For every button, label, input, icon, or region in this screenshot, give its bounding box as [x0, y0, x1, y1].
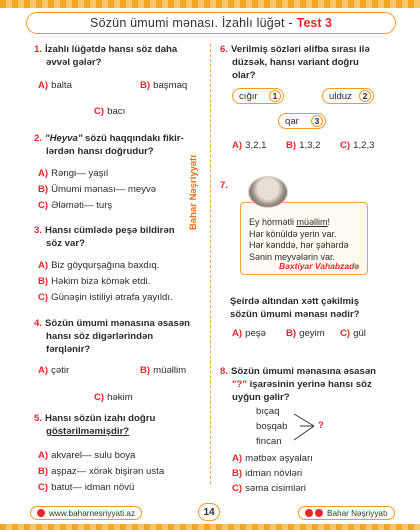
option-text: aşpaz— xörək bişirən usta — [51, 466, 165, 477]
q8-number: 8. — [220, 366, 229, 377]
option-letter: A) — [232, 140, 243, 151]
q5-text-2: göstərilməmişdir? — [46, 425, 130, 437]
option-letter: B) — [38, 276, 49, 287]
option-letter: C) — [38, 482, 49, 493]
option-text: Həkim bizə kömək etdi. — [51, 276, 151, 287]
option-text: Ümumi mənası— meyvə — [51, 184, 157, 195]
header-title: Sözün ümumi mənası. İzahlı lüğət - — [90, 16, 293, 30]
q5-option-b[interactable] — [38, 466, 164, 477]
option-letter: B) — [286, 140, 297, 151]
question-3 — [34, 225, 206, 251]
option-text: 1,2,3 — [353, 140, 375, 151]
q3-text: Hansı cümlədə peşə bildirən — [45, 225, 175, 236]
word-card-3 — [278, 113, 326, 129]
option-letter: C) — [232, 483, 243, 494]
option-text: çətir — [51, 365, 70, 376]
option-letter: A) — [232, 328, 243, 339]
q4-option-c[interactable] — [94, 392, 133, 403]
question-7 — [230, 296, 402, 322]
q3-number: 3. — [34, 225, 43, 236]
option-text: başmaq — [153, 80, 188, 91]
option-letter: C) — [340, 328, 351, 339]
option-text: Rəngi— yaşıl — [51, 168, 109, 179]
option-letter: B) — [140, 80, 151, 91]
question-2 — [34, 133, 206, 159]
word-card-text: cığır — [239, 90, 258, 102]
q8-text-3: uyğun gəlir? — [232, 391, 290, 403]
q8-option-b[interactable] — [232, 468, 302, 479]
word-card-2 — [322, 88, 374, 104]
q8-word-3: fincan — [256, 436, 282, 447]
option-letter: A) — [38, 365, 49, 376]
q3-text-2: söz var? — [46, 237, 85, 249]
poem-line-4: Sənin meyvələrin var. — [249, 252, 336, 263]
author-portrait-image — [248, 176, 288, 208]
column-divider — [210, 44, 211, 484]
q3-option-b[interactable] — [38, 276, 150, 287]
q3-option-a[interactable] — [38, 260, 159, 271]
option-letter: C) — [94, 392, 105, 403]
option-text: səma cisimləri — [245, 483, 306, 494]
option-letter: A) — [38, 450, 49, 461]
option-letter: B) — [38, 184, 49, 195]
q2-option-c[interactable] — [38, 200, 112, 211]
option-text: 3,2,1 — [245, 140, 267, 151]
q2-word: "Heyva" — [45, 133, 83, 144]
option-text: Günəşin istiliyi ətrafa yayıldı. — [51, 292, 173, 303]
q6-text: Verilmiş sözləri əlifba sırası ilə — [231, 44, 370, 55]
word-card-1 — [232, 88, 284, 104]
option-letter: C) — [340, 140, 351, 151]
q4-number: 4. — [34, 318, 43, 329]
option-text: Ələməti— turş — [51, 200, 113, 211]
option-text: müəllim — [153, 365, 187, 376]
q7-option-a[interactable] — [232, 328, 266, 339]
q8-question-mark: ? — [318, 420, 324, 431]
poem-line-1: Ey hörmətli — [249, 217, 297, 227]
q5-text: Hansı sözün izahı doğru — [45, 413, 156, 424]
footer-brand-text: Bahar Nəşriyyatı — [327, 508, 388, 518]
option-letter: B) — [232, 468, 243, 479]
q4-text: Sözün ümumi mənasına əsasən — [45, 318, 191, 329]
option-letter: C) — [94, 106, 105, 117]
q3-option-c[interactable] — [38, 292, 173, 303]
option-text: idman növləri — [245, 468, 303, 479]
bottom-border — [0, 524, 420, 530]
q4-text-3: fərqlənir? — [46, 343, 91, 355]
poem-line-3: Hər kənddə, hər şəhərdə — [249, 240, 349, 251]
footer-website-text: www.baharnesriyyati.az — [49, 508, 136, 518]
option-text: peşə — [245, 328, 266, 339]
option-text: akvarel— sulu boya — [51, 450, 136, 461]
q8-text-2: işarəsinin yerinə hansı söz — [246, 378, 372, 390]
q8-option-c[interactable] — [232, 483, 306, 494]
poem-underlined-word: müəllim — [296, 217, 328, 227]
question-1 — [34, 44, 204, 70]
q7-text-2: sözün ümumi mənası nədir? — [230, 308, 360, 320]
q2-option-b[interactable] — [38, 184, 156, 195]
q1-option-b[interactable] — [140, 80, 187, 91]
q7-option-c[interactable] — [340, 328, 366, 339]
option-letter: A) — [232, 453, 243, 464]
poem-author: Bəxtiyar Vahabzadə — [279, 260, 359, 271]
q8-text: Sözün ümumi mənasına əsasən — [231, 366, 377, 377]
q1-number: 1. — [34, 44, 43, 55]
globe-icon — [37, 509, 45, 517]
question-7-number — [220, 180, 231, 191]
q1-text-2: əvvəl gələr? — [46, 56, 102, 68]
option-text: geyim — [299, 328, 325, 339]
q8-word-2: boşqab — [256, 421, 288, 432]
q8-mark: "?" — [232, 378, 247, 390]
option-letter: A) — [38, 168, 49, 179]
q5-number: 5. — [34, 413, 43, 424]
instagram-icon — [305, 509, 313, 517]
option-letter: B) — [286, 328, 297, 339]
word-card-text: ulduz — [329, 90, 352, 102]
word-card-text: qar — [285, 115, 299, 127]
q4-option-b[interactable] — [140, 365, 186, 376]
q5-option-c[interactable] — [38, 482, 134, 493]
q6-option-c[interactable] — [340, 140, 374, 151]
q6-text-3: olar? — [232, 69, 256, 81]
q4-text-2: hansı söz digərlərindən — [46, 330, 154, 342]
question-5 — [34, 413, 206, 439]
option-text: həkim — [107, 392, 133, 403]
header-test-number: Test 3 — [296, 16, 332, 30]
q6-option-a[interactable] — [232, 140, 266, 151]
option-text: 1,3,2 — [299, 140, 321, 151]
option-text: Biz göyqurşağına baxdıq. — [51, 260, 160, 271]
footer-website-link[interactable] — [30, 506, 142, 520]
option-letter: B) — [38, 466, 49, 477]
q8-word-1: bıçaq — [256, 406, 280, 417]
facebook-icon — [315, 509, 323, 517]
option-text: balta — [51, 80, 72, 91]
q4-option-a[interactable] — [38, 365, 69, 376]
q6-option-b[interactable] — [286, 140, 320, 151]
q1-text: İzahlı lüğətdə hansı söz daha — [45, 44, 178, 55]
publisher-side-label: Bahar Nəşriyyatı — [188, 155, 199, 230]
question-8 — [220, 366, 400, 405]
q1-option-c[interactable] — [94, 106, 125, 117]
option-text: bacı — [107, 106, 126, 117]
footer-brand — [298, 506, 395, 520]
q7-text: Şeirdə altından xətt çəkilmiş — [230, 296, 360, 307]
q2-text: sözü haqqındakı fikir- — [82, 133, 184, 144]
option-text: batut— idman növü — [51, 482, 135, 493]
option-text: gül — [353, 328, 366, 339]
poem-box — [240, 202, 368, 275]
q7-number: 7. — [220, 180, 229, 191]
q1-option-a[interactable] — [38, 80, 72, 91]
word-card-number: 2 — [359, 90, 371, 102]
top-border — [0, 0, 420, 8]
q5-option-a[interactable] — [38, 450, 135, 461]
question-6 — [220, 44, 400, 83]
q2-option-a[interactable] — [38, 168, 108, 179]
option-text: mətbəx əşyaları — [245, 453, 313, 464]
page-number: 14 — [198, 503, 220, 521]
option-letter: A) — [38, 260, 49, 271]
word-card-number: 1 — [269, 90, 281, 102]
option-letter: B) — [140, 365, 151, 376]
option-letter: C) — [38, 292, 49, 303]
q7-option-b[interactable] — [286, 328, 325, 339]
page-header — [26, 12, 396, 34]
q2-text-2: lərdən hansı doğrudur? — [46, 145, 154, 157]
q6-text-2: düzsək, hansı variant doğru — [232, 56, 359, 68]
q2-number: 2. — [34, 133, 43, 144]
question-4 — [34, 318, 206, 357]
q8-option-a[interactable] — [232, 453, 313, 464]
poem-line-1-end: ! — [327, 217, 331, 227]
option-letter: C) — [38, 200, 49, 211]
q6-number: 6. — [220, 44, 229, 55]
poem-line-2: Hər könüldə yerin var. — [249, 228, 337, 239]
option-letter: A) — [38, 80, 49, 91]
word-card-number: 3 — [311, 115, 323, 127]
